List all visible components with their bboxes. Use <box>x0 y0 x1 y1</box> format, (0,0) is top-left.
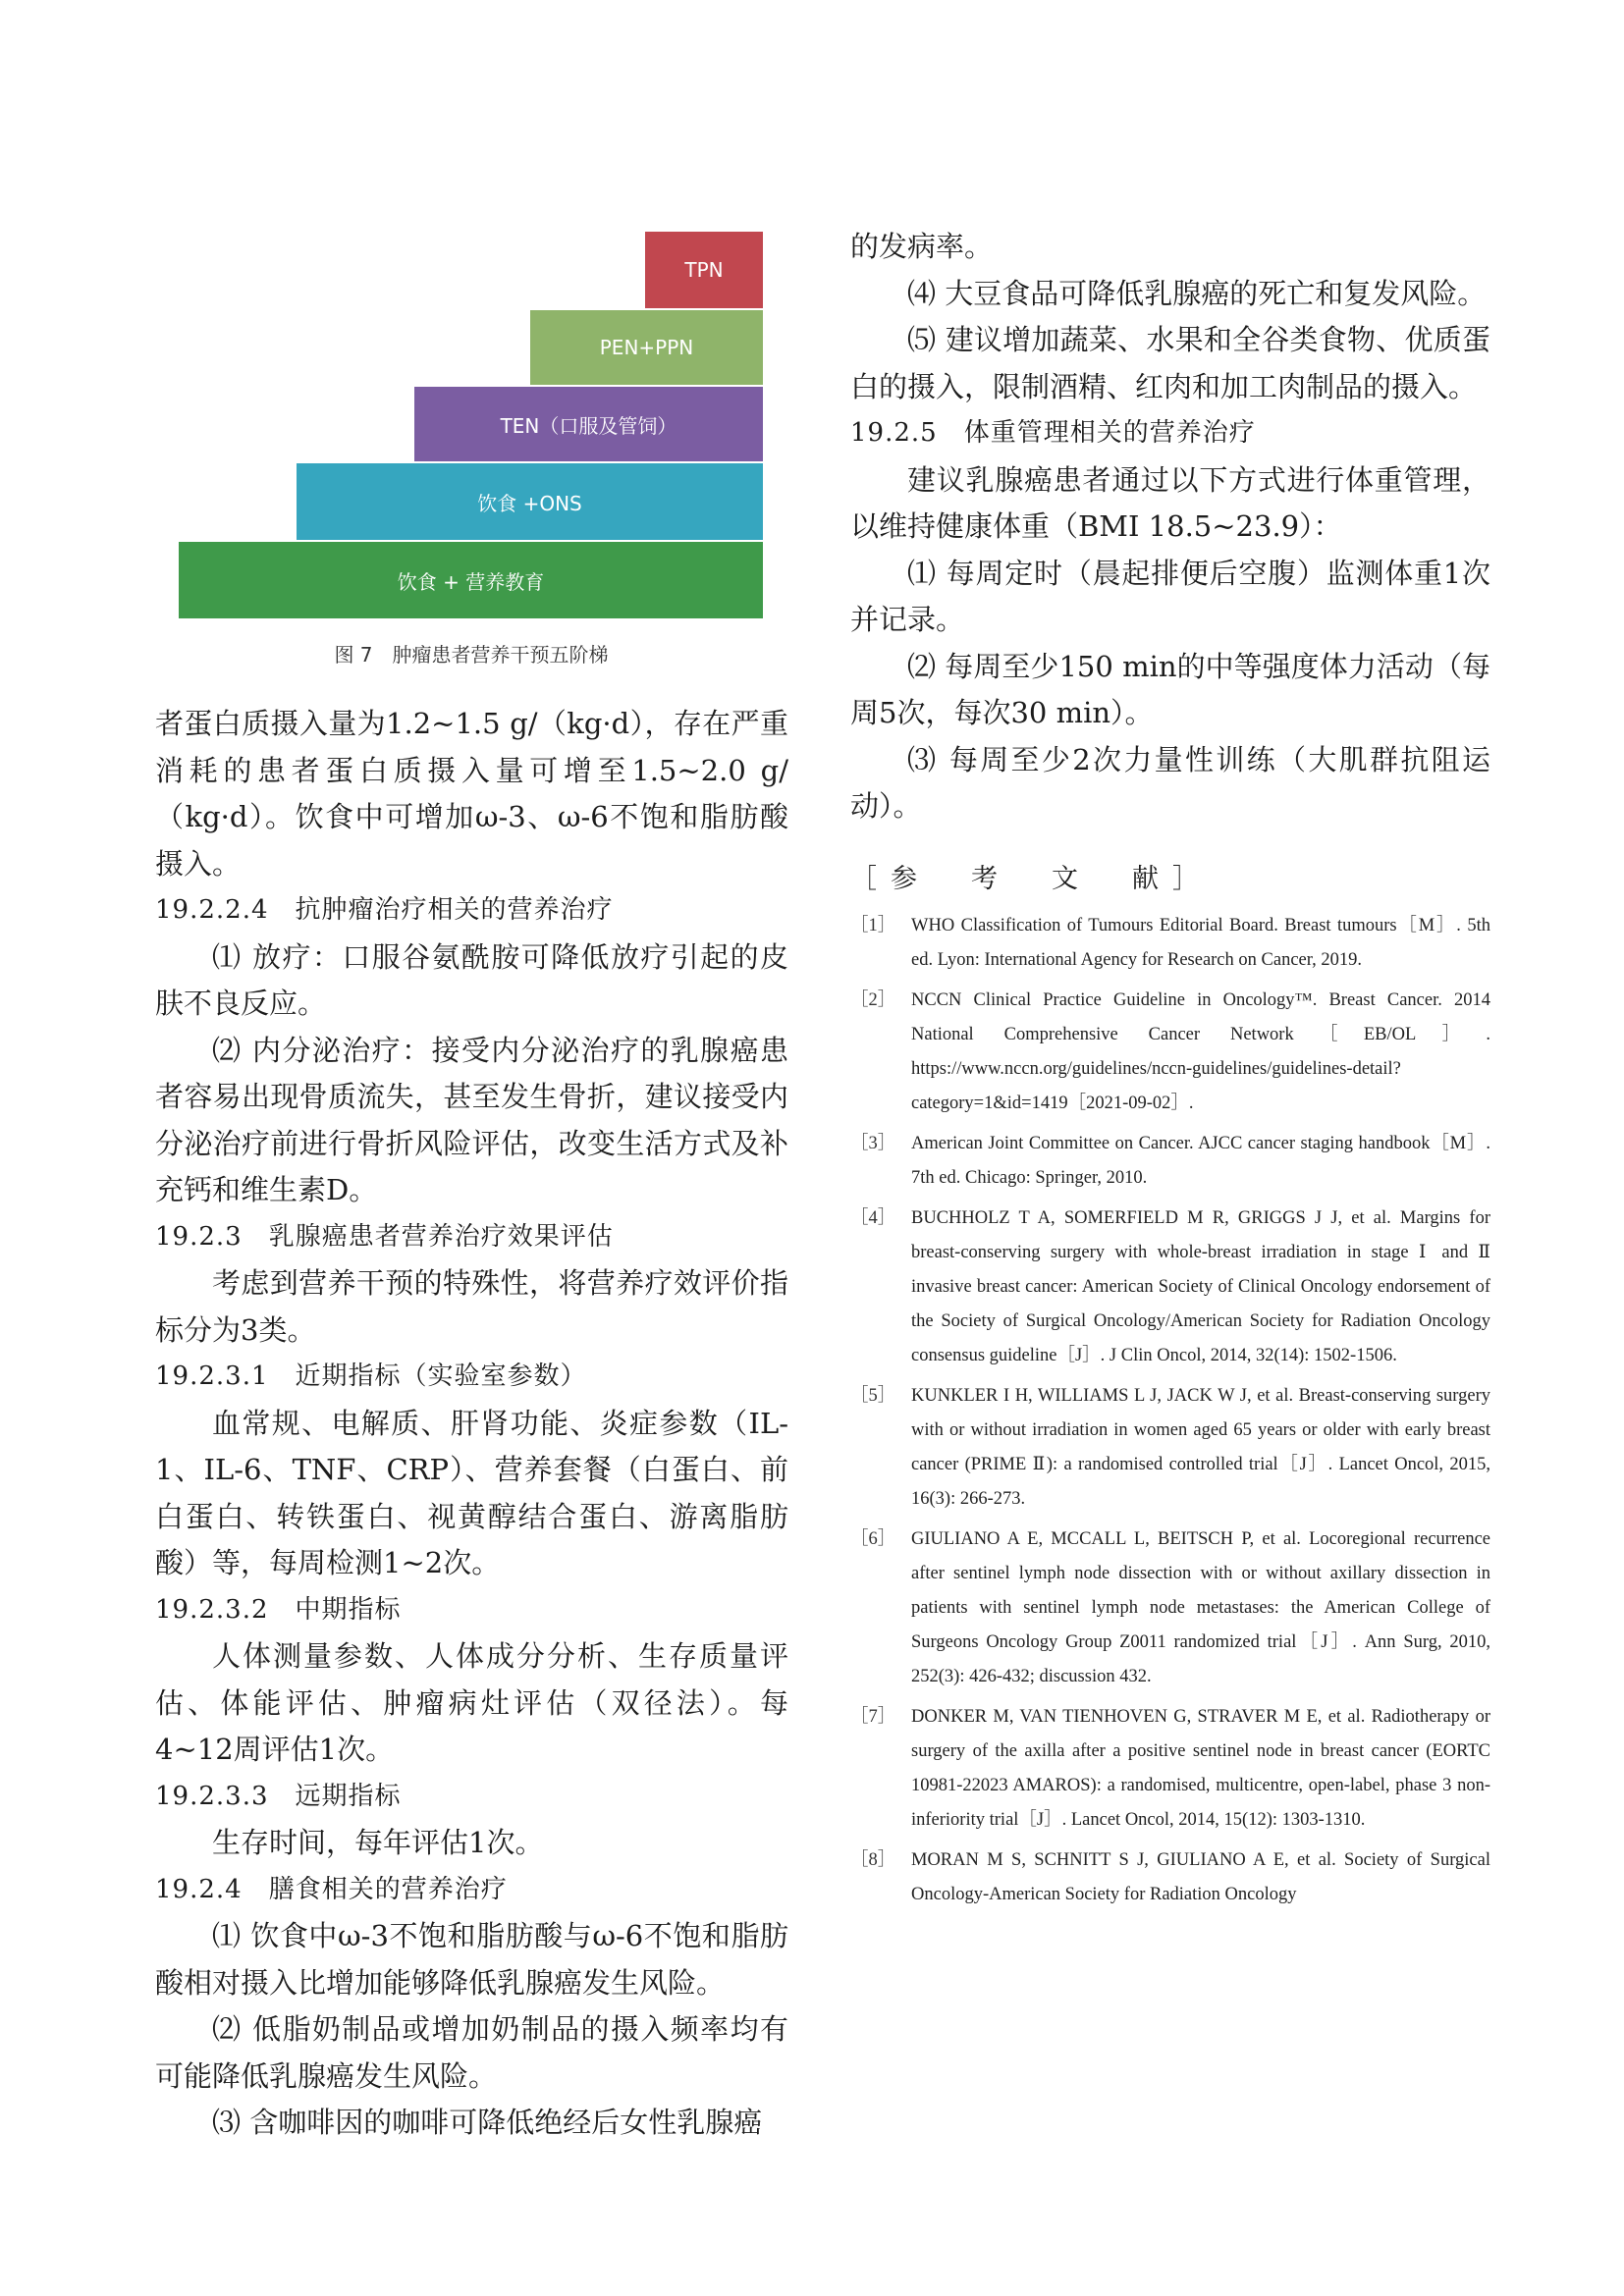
ladder-step-diet-ons <box>297 463 763 540</box>
references-title: ［参 考 文 献］ <box>850 863 1213 894</box>
reference-text: DONKER M, VAN TIENHOVEN G, STRAVER M E, et al. Radiotherapy or surgery of the axilla after a positive sentinel node in breast cancer (EORTC 10981-22023 AMAROS): a randomised, multicentre, open-label, phase 3 non-inferiority trial［J］. Lancet Oncol, 2014, 15(12): 1303-1310. <box>911 1706 1490 1830</box>
reference-item <box>850 1201 1490 1373</box>
reference-number: ［2］ <box>850 989 896 1010</box>
section-heading: 19.2.5 体重管理相关的营养治疗 <box>850 418 1256 448</box>
ladder-step-label: 饮食 + 营养教育 <box>397 569 545 594</box>
body-paragraph: 考虑到营养干预的特殊性，将营养疗效评价指标分为3类。 <box>155 1266 788 1347</box>
reference-item <box>850 1522 1490 1694</box>
reference-item <box>850 1127 1490 1196</box>
reference-text: GIULIANO A E, MCCALL L, BEITSCH P, et al. Locoregional recurrence after sentinel lymph node dissection with or without axillary dissection in patients with sentinel lymph node metastases: the American College of Surgeons Oncology Group Z0011 randomized trial［J］. Ann Surg, 2010, 252(3): 426-432; discussion 432. <box>911 1528 1490 1686</box>
ladder-step-diet-education <box>179 542 763 618</box>
section-heading: 19.2.2.4 抗肿瘤治疗相关的营养治疗 <box>155 895 614 925</box>
body-paragraph: ⑴ 每周定时（晨起排便后空腹）监测体重1次并记录。 <box>850 556 1490 636</box>
body-paragraph: ⑴ 饮食中ω-3不饱和脂肪酸与ω-6不饱和脂肪酸相对摄入比增加能够降低乳腺癌发生风险。 <box>155 1919 788 2000</box>
reference-item <box>850 1379 1490 1517</box>
body-paragraph: 的发病率。 <box>850 230 994 263</box>
section-heading: 19.2.3.3 远期指标 <box>155 1781 402 1811</box>
reference-text: MORAN M S, SCHNITT S J, GIULIANO A E, et al. Society of Surgical Oncology-American Society for Radiation Oncology <box>911 1849 1490 1904</box>
body-paragraph: ⑶ 每周至少2次力量性训练（大肌群抗阻运动）。 <box>850 742 1490 823</box>
reference-number: ［3］ <box>850 1133 896 1153</box>
reference-number: ［6］ <box>850 1528 896 1549</box>
body-paragraph: ⑷ 大豆食品可降低乳腺癌的死亡和复发风险。 <box>907 276 1487 310</box>
ladder-step-label: TPN <box>684 258 724 282</box>
body-paragraph: ⑴ 放疗：口服谷氨酰胺可降低放疗引起的皮肤不良反应。 <box>155 939 788 1020</box>
reference-text: KUNKLER I H, WILLIAMS L J, JACK W J, et al. Breast-conserving surgery with or without irradiation in women aged 65 years or older with early breast cancer (PRIME Ⅱ): a randomised controlled trial［J］. Lancet Oncol, 2015, 16(3): 266-273. <box>911 1385 1490 1509</box>
body-paragraph: ⑵ 低脂奶制品或增加奶制品的摄入频率均有可能降低乳腺癌发生风险。 <box>155 2012 788 2093</box>
body-paragraph: 生存时间，每年评估1次。 <box>212 1826 544 1859</box>
body-paragraph: ⑵ 内分泌治疗：接受内分泌治疗的乳腺癌患者容易出现骨质流失，甚至发生骨折，建议接受内分泌治疗前进行骨折风险评估，改变生活方式及补充钙和维生素D。 <box>155 1033 788 1206</box>
ladder-step-label: PEN+PPN <box>599 336 694 359</box>
section-heading: 19.2.3 乳腺癌患者营养治疗效果评估 <box>155 1221 614 1252</box>
section-heading: 19.2.3.1 近期指标（实验室参数） <box>155 1362 587 1391</box>
body-paragraph: ⑵ 每周至少150 min的中等强度体力活动（每周5次，每次30 min）。 <box>850 649 1490 729</box>
reference-item <box>850 984 1490 1121</box>
body-paragraph: ⑶ 含咖啡因的咖啡可降低绝经后女性乳腺癌 <box>212 2106 763 2139</box>
reference-number: ［8］ <box>850 1849 896 1870</box>
reference-number: ［1］ <box>850 915 896 935</box>
reference-number: ［5］ <box>850 1385 896 1406</box>
reference-item <box>850 1700 1490 1838</box>
right-column <box>850 224 1490 1918</box>
reference-text: WHO Classification of Tumours Editorial Board. Breast tumours［M］. 5th ed. Lyon: International Agency for Research on Cancer, 2019. <box>911 915 1490 970</box>
body-paragraph: 血常规、电解质、肝肾功能、炎症参数（IL-1、IL-6、TNF、CRP）、营养套餐（白蛋白、前白蛋白、转铁蛋白、视黄醇结合蛋白、游离脂肪酸）等，每周检测1~2次。 <box>155 1406 788 1579</box>
reference-text: NCCN Clinical Practice Guideline in Oncology™. Breast Cancer. 2014 National Comprehensive Cancer Network［EB/OL］. https://www.nccn.org/guidelines/nccn-guidelines/guidelines-detail?category=1&id=1419［2021-09-02］. <box>911 989 1490 1113</box>
body-paragraph: ⑸ 建议增加蔬菜、水果和全谷类食物、优质蛋白的摄入，限制酒精、红肉和加工肉制品的摄入。 <box>850 323 1490 403</box>
reference-item <box>850 909 1490 978</box>
reference-number: ［4］ <box>850 1207 896 1228</box>
left-column <box>155 701 788 2147</box>
ladder-step-label: TEN（口服及管饲） <box>500 413 677 438</box>
ladder-step-pen-ppn <box>530 310 763 385</box>
section-heading: 19.2.3.2 中期指标 <box>155 1594 402 1625</box>
body-paragraph: 建议乳腺癌患者通过以下方式进行体重管理，以维持健康体重（BMI 18.5~23.9）： <box>850 462 1490 543</box>
reference-item <box>850 1843 1490 1912</box>
reference-number: ［7］ <box>850 1706 896 1727</box>
body-paragraph: 人体测量参数、人体成分分析、生存质量评估、体能评估、肿瘤病灶评估（双径法）。每4~12周评估1次。 <box>155 1639 788 1766</box>
nutrition-ladder-figure <box>179 232 768 669</box>
ladder-step-label: 饮食 +ONS <box>477 491 582 515</box>
section-heading: 19.2.4 膳食相关的营养治疗 <box>155 1874 508 1904</box>
figure-caption: 图 7 肿瘤患者营养干预五阶梯 <box>334 643 609 667</box>
reference-text: BUCHHOLZ T A, SOMERFIELD M R, GRIGGS J J, et al. Margins for breast-conserving surgery with whole-breast irradiation in stage Ⅰ and Ⅱ invasive breast cancer: American Society of Clinical Oncology endorsement of the Society of Surgical Oncology/American Society for Radiation Oncology consensus guideline［J］. J Clin Oncol, 2014, 32(14): 1502-1506. <box>911 1207 1490 1365</box>
ladder-step-ten <box>414 387 763 461</box>
reference-text: American Joint Committee on Cancer. AJCC cancer staging handbook［M］. 7th ed. Chicago: Springer, 2010. <box>911 1133 1490 1188</box>
ladder-step-tpn <box>645 232 763 308</box>
body-paragraph: 者蛋白质摄入量为1.2~1.5 g/（kg·d），存在严重消耗的患者蛋白质摄入量可增至1.5~2.0 g/（kg·d）。饮食中可增加ω-3、ω-6不饱和脂肪酸摄入。 <box>155 707 788 881</box>
